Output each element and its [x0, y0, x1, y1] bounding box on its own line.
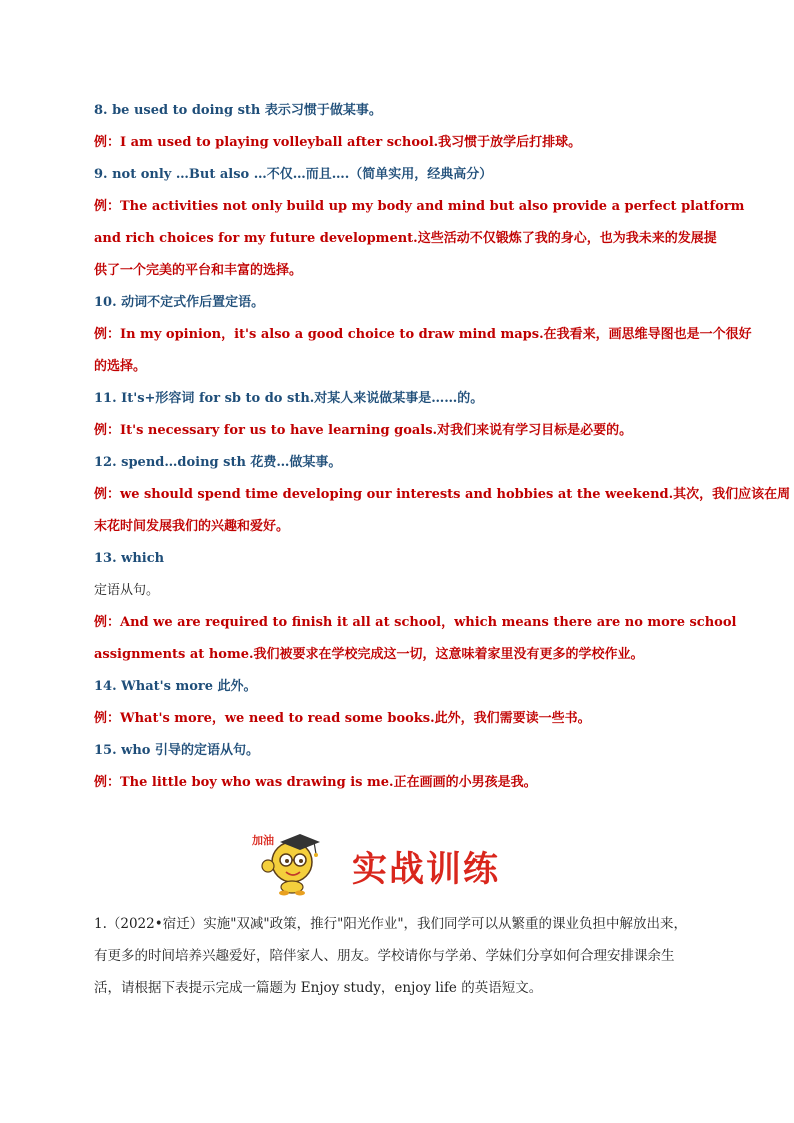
exercise-line: 1.（2022•宿迁）实施"双减"政策，推行"阳光作业"，我们同学可以从繁重的课业负担中解放出来，: [94, 916, 688, 932]
section-title: 实战训练: [352, 850, 501, 890]
item-subheading: 定语从句。: [94, 583, 160, 598]
example-line: 例：It's necessary for us to have learning goals.对我们来说有学习目标是必要的。: [94, 423, 633, 438]
section-title-banner: [250, 830, 550, 900]
item-heading: 13. which: [94, 551, 165, 566]
example-line: 例：The activities not only build up my body and mind but also provide a perfect platform: [94, 199, 745, 214]
example-line: 供了一个完美的平台和丰富的选择。: [94, 263, 303, 278]
item-heading: 9. not only …But also …不仅…而且….（简单实用，经典高分）: [94, 167, 493, 182]
item-heading: 10. 动词不定式作后置定语。: [94, 295, 265, 310]
mascot-label: 加油: [252, 834, 274, 847]
mascot-icon: [250, 830, 330, 896]
example-line: 末花时间发展我们的兴趣和爱好。: [94, 519, 290, 534]
item-heading: 14. What's more 此外。: [94, 679, 257, 694]
example-line: 例：I am used to playing volleyball after school.我习惯于放学后打排球。: [94, 135, 582, 150]
example-line: 的选择。: [94, 359, 147, 374]
example-line: 例：And we are required to finish it all at school，which means there are no more school: [94, 615, 737, 630]
example-line: 例：In my opinion，it's also a good choice to draw mind maps.在我看来，画思维导图也是一个很好: [94, 327, 752, 342]
item-heading: 12. spend…doing sth 花费…做某事。: [94, 455, 342, 470]
example-line: 例：we should spend time developing our interests and hobbies at the weekend.其次，我们应该在周: [94, 487, 791, 502]
example-line: 例：The little boy who was drawing is me.正在画画的小男孩是我。: [94, 775, 537, 790]
item-heading: 11. It's+形容词 for sb to do sth.对某人来说做某事是……的。: [94, 391, 484, 406]
example-line: and rich choices for my future development.这些活动不仅锻炼了我的身心，也为我未来的发展提: [94, 231, 717, 246]
item-heading: 15. who 引导的定语从句。: [94, 743, 259, 758]
example-line: 例：What's more，we need to read some books.此外，我们需要读一些书。: [94, 711, 591, 726]
example-line: assignments at home.我们被要求在学校完成这一切，这意味着家里没有更多的学校作业。: [94, 647, 644, 662]
exercise-line: 有更多的时间培养兴趣爱好，陪伴家人、朋友。学校请你与学弟、学妹们分享如何合理安排课余生: [94, 948, 675, 964]
exercise-line: 活，请根据下表提示完成一篇题为 Enjoy study，enjoy life 的英语短文。: [94, 980, 543, 996]
item-heading: 8. be used to doing sth 表示习惯于做某事。: [94, 103, 382, 118]
